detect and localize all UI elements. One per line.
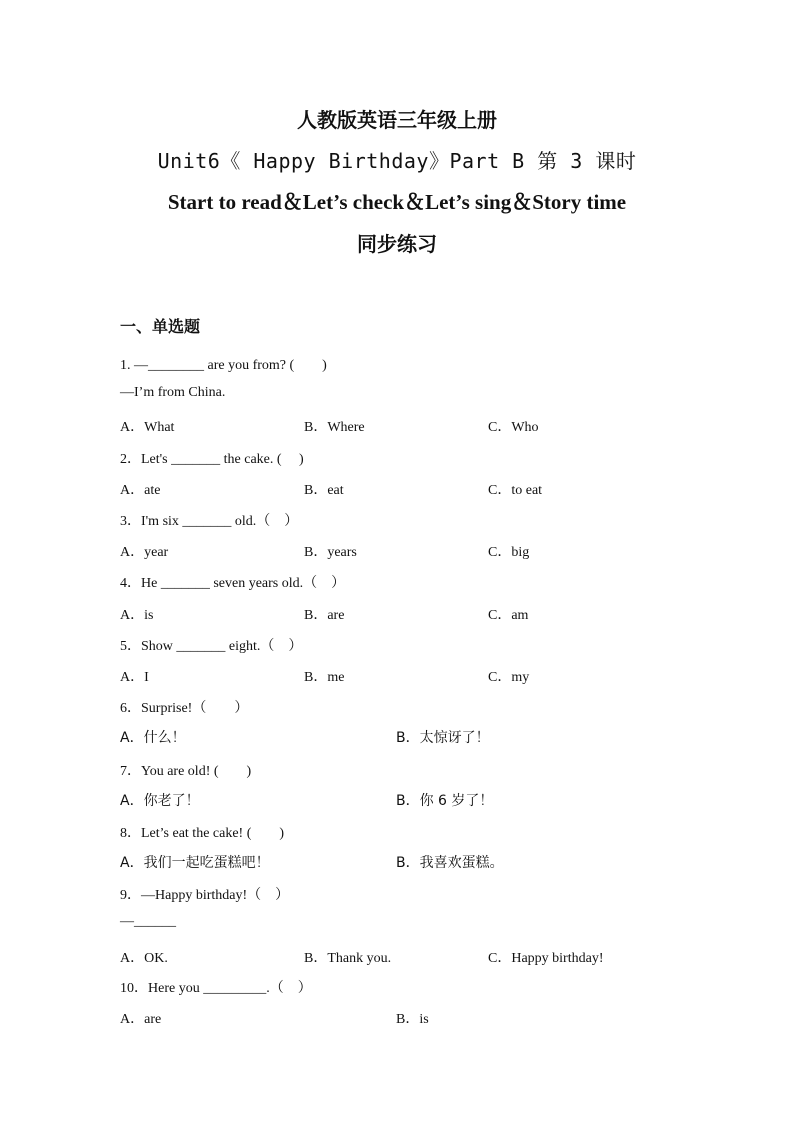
question-6: 6．Surprise!（ ） — [120, 701, 249, 716]
question-4: 4．He _______ seven years old.（ ） — [120, 576, 346, 591]
q3-option-a[interactable]: A．year — [120, 545, 169, 560]
q9-option-b[interactable]: B．Thank you. — [304, 951, 392, 966]
title-textbook: 人教版英语三年级上册 — [297, 108, 497, 132]
q6-option-b[interactable]: B．太惊讶了！ — [396, 730, 490, 746]
question-1: 1. —________ are you from? ( ) — [120, 358, 327, 373]
q5-option-a[interactable]: A．I — [120, 670, 149, 685]
section-title: 一、单选题 — [120, 317, 201, 336]
q7-option-a[interactable]: A．你老了！ — [120, 793, 200, 809]
q9-option-a[interactable]: A．OK. — [120, 951, 168, 966]
q10-option-a[interactable]: A．are — [120, 1012, 162, 1027]
q4-option-a[interactable]: A．is — [120, 608, 154, 623]
q3-option-c[interactable]: C．big — [488, 545, 530, 560]
title-lessons: Start to read＆Let’s check＆Let’s sing＆Story time — [167, 190, 627, 214]
q8-option-b[interactable]: B．我喜欢蛋糕。 — [396, 855, 504, 871]
question-8: 8．Let’s eat the cake! ( ) — [120, 826, 285, 841]
question-2: 2．Let's _______ the cake. ( ) — [120, 452, 304, 467]
question-1-extra: —I’m from China. — [120, 385, 226, 400]
question-5: 5．Show _______ eight.（ ） — [120, 639, 303, 654]
q10-option-b[interactable]: B．is — [396, 1012, 429, 1027]
question-3: 3．I'm six _______ old.（ ） — [120, 514, 299, 529]
title-unit: Unit6《 Happy Birthday》Part B 第 3 课时 — [157, 149, 637, 173]
question-9: 9．—Happy birthday!（ ） — [120, 888, 290, 903]
q9-option-c[interactable]: C．Happy birthday! — [488, 951, 604, 966]
question-9-extra: —______ — [120, 914, 176, 929]
question-10: 10．Here you _________.（ ） — [120, 981, 312, 996]
q4-option-c[interactable]: C．am — [488, 608, 529, 623]
title-practice: 同步练习 — [357, 232, 437, 256]
q5-option-b[interactable]: B．me — [304, 670, 345, 685]
q1-option-b[interactable]: B．Where — [304, 420, 365, 435]
q8-option-a[interactable]: A．我们一起吃蛋糕吧！ — [120, 855, 270, 871]
q2-option-c[interactable]: C．to eat — [488, 483, 543, 498]
q1-option-a[interactable]: A．What — [120, 420, 175, 435]
q2-option-a[interactable]: A．ate — [120, 483, 161, 498]
question-7: 7．You are old! ( ) — [120, 764, 252, 779]
q3-option-b[interactable]: B．years — [304, 545, 357, 560]
q1-option-c[interactable]: C．Who — [488, 420, 539, 435]
q6-option-a[interactable]: A．什么！ — [120, 730, 186, 746]
q2-option-b[interactable]: B．eat — [304, 483, 344, 498]
q4-option-b[interactable]: B．are — [304, 608, 345, 623]
q7-option-b[interactable]: B．你 6 岁了！ — [396, 793, 494, 809]
q5-option-c[interactable]: C．my — [488, 670, 530, 685]
